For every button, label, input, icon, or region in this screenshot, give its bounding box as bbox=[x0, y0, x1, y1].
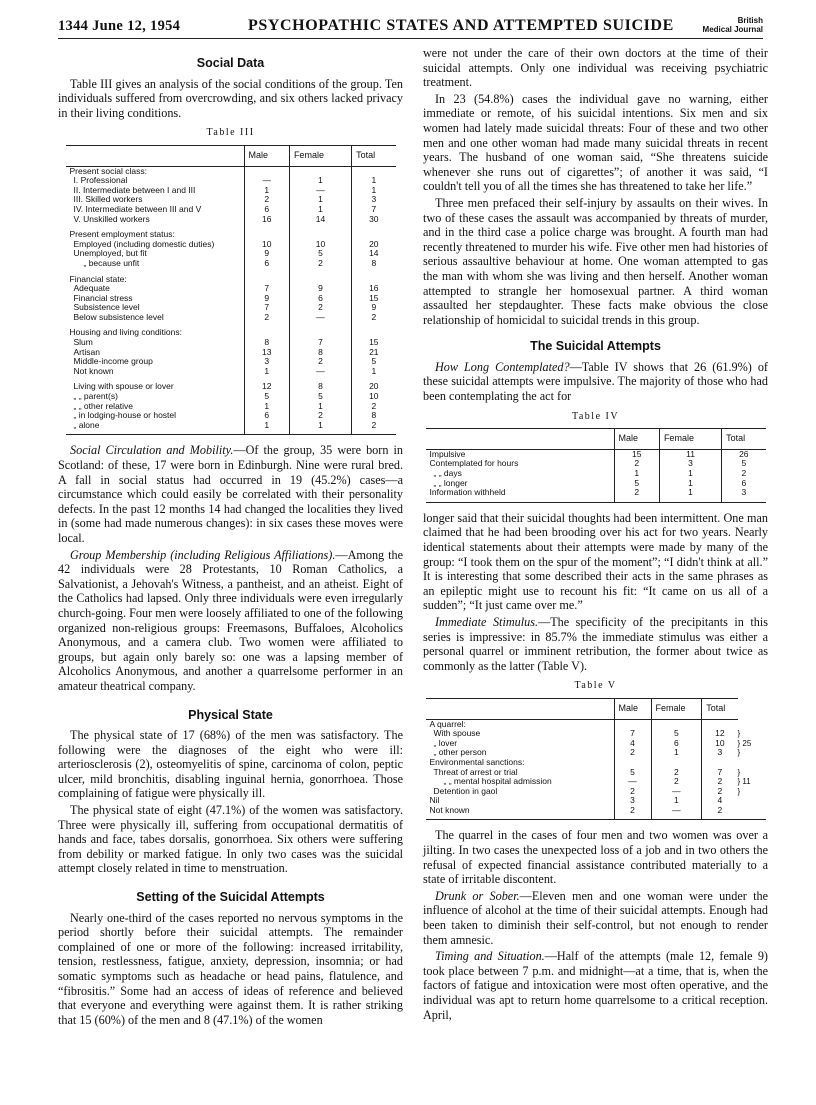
table3-cell-male: 1 bbox=[244, 186, 289, 196]
table3-cell-total: 5 bbox=[352, 357, 396, 367]
longer-paragraph: longer said that their suicidal thoughts had been intermittent. One man claimed that he had been brooding over his act for two years. Nearly identical statements about their attempts were made by many of the group: “I took them on the spur of the moment”; “I didn't think at all.” It is interesting that some described their acts in the same phrases as an epileptic might use to recount his fit: “It came on us all of a sudden”; “It just came over me.” bbox=[423, 510, 768, 613]
drunk-paragraph bbox=[423, 889, 768, 947]
stimulus-title: Immediate Stimulus. bbox=[435, 614, 538, 629]
timing-title: Timing and Situation. bbox=[435, 949, 545, 964]
table3-cell-male: 5 bbox=[244, 392, 289, 402]
physical-state-heading: Physical State bbox=[188, 707, 273, 722]
table3-cell-female: 2 bbox=[289, 357, 351, 367]
table5-cell-female: 1 bbox=[651, 796, 702, 806]
table3-cell-female: 5 bbox=[289, 392, 351, 402]
table3-row bbox=[66, 259, 396, 269]
table3-cell-male: 16 bbox=[244, 215, 289, 225]
group-membership-paragraph bbox=[58, 548, 403, 694]
left-column bbox=[58, 46, 403, 1029]
table3-cell-label: „ in lodging-house or hostel bbox=[73, 410, 177, 421]
table3-header-total: Total bbox=[352, 145, 396, 166]
journal-line-2: Medical Journal bbox=[702, 25, 763, 34]
table5-cell-total: 10 bbox=[702, 739, 738, 749]
table5-cell-male: 3 bbox=[614, 796, 651, 806]
table3-cell-total: 8 bbox=[352, 411, 396, 421]
table3-cell-total: 15 bbox=[352, 294, 396, 304]
table4-cell-label: Impulsive bbox=[429, 448, 466, 459]
table5-cell-brace bbox=[738, 796, 766, 806]
table3-cell-total: 20 bbox=[352, 240, 396, 250]
social-data-paragraph: Table III gives an analysis of the social conditions of the group. Ten individuals suffered from overcrowding, and six others lacked privacy in their living conditions. bbox=[58, 76, 403, 120]
table4-cell-total: 2 bbox=[722, 469, 766, 479]
table4-header-row bbox=[426, 429, 766, 450]
group-membership-text: —Among the 42 individuals were 28 Protestants, 10 Roman Catholics, a Salvationist, a Jehovah's Witness, a pantheist, and an atheist. Eight of the Catholics had lapsed. Only three individuals were even irregularly church-going. Four men were loosely affiliated to one of the following organized non-religious groups: Freemasons, Buffaloes, Alcoholics Anonymous, and a camera club. Two women were affiliated to groups, but again only barely so: one was a lapsing member of Alcoholics Anonymous, and another a quarrelsome performer in an amateur theatrical company. bbox=[58, 547, 403, 693]
table4-cell-male: 2 bbox=[614, 488, 659, 502]
table5-cell-brace bbox=[738, 777, 766, 787]
table4-header-female: Female bbox=[659, 429, 721, 450]
table3-row bbox=[66, 411, 396, 421]
table5-cell-brace bbox=[738, 768, 766, 778]
table4-cell-total: 3 bbox=[722, 488, 766, 502]
table3-cell-female: 8 bbox=[289, 382, 351, 392]
table5-cell-total: 2 bbox=[702, 787, 738, 797]
table5-header-female: Female bbox=[651, 698, 702, 719]
table3-cell-total: 2 bbox=[352, 421, 396, 435]
table3-cell-label: Financial state: bbox=[69, 273, 127, 284]
table3-cell-female: 2 bbox=[289, 303, 351, 313]
table3-cell-label: IV. Intermediate between III and V bbox=[73, 203, 202, 214]
table5-cell-brace bbox=[738, 729, 766, 739]
table5-cell-male: 4 bbox=[614, 739, 651, 749]
right-column bbox=[423, 46, 768, 1024]
table3-cell-male: 6 bbox=[244, 259, 289, 269]
table4-header-male: Male bbox=[614, 429, 659, 450]
table3-cell-female: 2 bbox=[289, 259, 351, 269]
table3-cell-label: Subsistence level bbox=[73, 302, 140, 313]
table5-brace-group: } 25 bbox=[737, 738, 752, 748]
table3-cell-label: Slum bbox=[73, 337, 93, 348]
table3-cell-label: „ alone bbox=[66, 421, 245, 435]
table4-cell-female: 1 bbox=[659, 469, 721, 479]
table3-header-female: Female bbox=[289, 145, 351, 166]
table5-cell-label: „ lover bbox=[433, 737, 458, 748]
table3-cell-female: 1 bbox=[289, 421, 351, 435]
table3-cell-male: 8 bbox=[244, 338, 289, 348]
table3-cell-total: 21 bbox=[352, 348, 396, 358]
table3-cell-male: 13 bbox=[244, 348, 289, 358]
table3-cell-male: 2 bbox=[244, 195, 289, 205]
table5 bbox=[426, 698, 766, 821]
table5-brace-group: } bbox=[737, 786, 741, 796]
page-number-date: 1344 June 12, 1954 bbox=[58, 18, 181, 34]
table3-cell-total: 1 bbox=[352, 186, 396, 196]
table4-cell-label: „ „ longer bbox=[433, 477, 468, 488]
table3-row bbox=[66, 338, 396, 348]
table3-row bbox=[66, 215, 396, 225]
table3-cell-male: 1 bbox=[244, 421, 289, 435]
table4-cell-female: 11 bbox=[659, 449, 721, 459]
table3-cell-total: 7 bbox=[352, 205, 396, 215]
table5-cell-label: Nil bbox=[429, 795, 440, 806]
suicidal-attempts-heading: The Suicidal Attempts bbox=[530, 339, 661, 354]
setting-paragraph: Nearly one-third of the cases reported no nervous symptoms in the period shortly before their suicidal attempts. The remainder complained of one or more of the following: increased irritability, tension, restlessness, fatigue, anxiety, depression, insomnia; or had somatic symptoms such as headache or head pains, flatulence, and “fibrositis.” Some had an access of ideas of reference and believed that everyone and everything were against them. It is rather striking that 15 (60%) of the men and 8 (47.1%) of the women bbox=[58, 910, 403, 1027]
table3-cell-label: Middle-income group bbox=[73, 356, 153, 367]
table5-cell-brace bbox=[738, 719, 766, 729]
table4 bbox=[426, 428, 766, 503]
table3-cell-total: 1 bbox=[352, 176, 396, 186]
table3-row bbox=[66, 357, 396, 367]
table3-cell-male: 9 bbox=[244, 294, 289, 304]
table3-row bbox=[66, 367, 396, 377]
how-long-title: How Long Contemplated? bbox=[435, 359, 570, 374]
table3-cell-total: 15 bbox=[352, 338, 396, 348]
running-title: PSYCHOPATHIC STATES AND ATTEMPTED SUICIDE bbox=[248, 17, 674, 34]
physical-state-paragraph-2: The physical state of eight (47.1%) of the women was satisfactory. Three were physically ill, suffering from occupational dermatitis of hands and face, tabes dorsalis, gonorrhoea. Six others were suffering from debility or marked fatigue. In only two cases was the suicidal attempt closely related in time to menstruation. bbox=[58, 803, 403, 876]
timing-text: —Half of the attempts (male 12, female 9) took place between 7 p.m. and midnight—at a time, that is, when the factors of fatigue and intoxication were most often operative, and the individual was apt to return home quarrelsome to a critical reception. April, bbox=[423, 949, 768, 1022]
table5-cell-brace bbox=[738, 806, 766, 820]
table4-cell-label: Contemplated for hours bbox=[429, 458, 519, 469]
table3-cell-label: III. Skilled workers bbox=[73, 194, 143, 205]
social-data-heading: Social Data bbox=[196, 56, 265, 70]
table4-cell-label: „ „ days bbox=[433, 468, 462, 479]
table3-cell-label: Present social class: bbox=[69, 165, 147, 176]
table4-cell-female: 3 bbox=[659, 459, 721, 469]
page-header bbox=[58, 16, 763, 39]
table3-cell-total: 8 bbox=[352, 259, 396, 269]
table4-cell-label: Information withheld bbox=[426, 488, 615, 502]
table4-row bbox=[426, 469, 766, 479]
table3-cell-label: I. Professional bbox=[73, 175, 128, 186]
table3-cell-female: — bbox=[289, 367, 351, 377]
table5-cell-label: Threat of arrest or trial bbox=[433, 766, 518, 777]
table3-cell-female: 5 bbox=[289, 249, 351, 259]
circulation-text: —Of the group, 35 were born in Scotland: of these, 17 were born in Edinburgh. Nine were rural bred. A fall in social status had occurred in 19 (45.2%) cases—a circumstance which could easily be correlated with their personality defects. In the past 12 months 14 had changed the localities they lived in (some had made numerous changes): in six cases these moves were local. bbox=[58, 443, 403, 545]
table5-cell-female: 1 bbox=[651, 748, 702, 758]
stimulus-paragraph bbox=[423, 615, 768, 673]
table5-row bbox=[426, 796, 766, 806]
table3-cell-total: 16 bbox=[352, 284, 396, 294]
table4-cell-total: 6 bbox=[722, 479, 766, 489]
table3-cell-label: V. Unskilled workers bbox=[73, 213, 150, 224]
physical-state-paragraph-1: The physical state of 17 (68%) of the men was satisfactory. The following were the diagnoses of the eight who were ill: arteriosclerosis (2), osteomyelitis of spine, carcinoma of colon, peptic ulcer, mild bronchitis, disabling inguinal hernia, gonorrhoea. Those complaining of fatigue were physically ill. bbox=[58, 728, 403, 801]
table5-cell-total: 12 bbox=[702, 729, 738, 739]
table3-cell-total: 9 bbox=[352, 303, 396, 313]
table5-cell-brace bbox=[738, 748, 766, 758]
table3-cell-label: Present employment status: bbox=[69, 229, 175, 240]
table5-brace-group: } bbox=[737, 767, 741, 777]
table3-cell-total: 2 bbox=[352, 313, 396, 323]
table5-cell-brace bbox=[738, 739, 766, 749]
table5-cell-female: 2 bbox=[651, 777, 702, 787]
table3-cell-female: 9 bbox=[289, 284, 351, 294]
table3-cell-total: 20 bbox=[352, 382, 396, 392]
table5-cell-label: Environmental sanctions: bbox=[429, 756, 525, 767]
table3-cell-female: 1 bbox=[289, 195, 351, 205]
table3-cell-female: 1 bbox=[289, 205, 351, 215]
warning-paragraph: In 23 (54.8%) cases the individual gave no warning, either immediate or remote, of his suicidal intentions. Six men and six women had lately made suicidal threats: Four of these and two other men and one other woman had made many suicidal threats in recent years. The husband of one woman said, “She threatens suicide whenever she runs out of cigarettes”; of another it was said, “I couldn't tell you of all the times she has threatened to take her life.” bbox=[423, 91, 768, 194]
journal-name bbox=[703, 16, 763, 34]
table5-cell-male: 2 bbox=[614, 787, 651, 797]
table3-cell-label: Housing and living conditions: bbox=[69, 327, 182, 338]
drunk-text: —Eleven men and one woman were under the influence of alcohol at the time of their suicidal attempts. Enough had been taken to diminish their self-control, but not enough to render them amnesic. bbox=[423, 888, 769, 947]
table3-cell-label: Below subsistence level bbox=[73, 311, 164, 322]
table3-cell-label: II. Intermediate between I and III bbox=[73, 184, 196, 195]
table3-cell-total: 10 bbox=[352, 392, 396, 402]
table3-cell-female: 14 bbox=[289, 215, 351, 225]
table3-cell-female: 10 bbox=[289, 240, 351, 250]
table5-brace-group: } bbox=[737, 729, 741, 739]
table3-cell-label: Financial stress bbox=[73, 292, 133, 303]
table5-cell-label: „ „ mental hospital admission bbox=[443, 776, 552, 787]
table3-cell-total: 1 bbox=[352, 367, 396, 377]
table5-brace-group: } 11 bbox=[737, 777, 751, 787]
table4-cell-male: 15 bbox=[614, 449, 659, 459]
table5-cell-total: 4 bbox=[702, 796, 738, 806]
table3-cell-male: 3 bbox=[244, 357, 289, 367]
table3-cell-female: 2 bbox=[289, 411, 351, 421]
drunk-title: Drunk or Sober. bbox=[435, 888, 520, 903]
table5-cell-male: 5 bbox=[614, 768, 651, 778]
table4-cell-female: 1 bbox=[659, 479, 721, 489]
table3-cell-male: 7 bbox=[244, 303, 289, 313]
table3-header-male: Male bbox=[244, 145, 289, 166]
table3-cell-male: — bbox=[244, 176, 289, 186]
table4-cell-total: 26 bbox=[722, 449, 766, 459]
table3-cell-label: „ „ other relative bbox=[73, 400, 134, 411]
table3-cell-male: 1 bbox=[244, 402, 289, 412]
table5-cell-label: With spouse bbox=[433, 728, 481, 739]
table3-cell-male: 7 bbox=[244, 284, 289, 294]
table4-cell-female: 1 bbox=[659, 488, 721, 502]
table5-cell-male: 2 bbox=[614, 748, 651, 758]
journal-line-1: British bbox=[737, 16, 763, 25]
table4-cell-male: 5 bbox=[614, 479, 659, 489]
table3-row bbox=[66, 313, 396, 323]
circulation-paragraph bbox=[58, 443, 403, 545]
table3-cell-label: Living with spouse or lover bbox=[73, 381, 174, 392]
table3 bbox=[66, 145, 396, 435]
table4-header-total: Total bbox=[722, 429, 766, 450]
assault-paragraph: Three men prefaced their self-injury by assaults on their wives. In two of these cases the assault was accompanied by threats of murder, and in the third case a police charge was brought. A fourth man had recently threatened to murder his wife. Five other men had histories of serious assaultive behaviour at home. One woman attempted to gas the man with whom she was living and then herself. Another woman attempted to strangle her homosexual partner. A third woman assaulted her stepdaughter. These facts make obvious the close relationship of homicidal to suicidal trends in this group. bbox=[423, 195, 768, 327]
table3-cell-total: 14 bbox=[352, 249, 396, 259]
quarrel-paragraph: The quarrel in the cases of four men and two women was over a jilting. In two cases the unexpected loss of a job and in two others the refusal of expected financial assistance contributed materially to a state of irritable discontent. bbox=[423, 828, 768, 887]
table5-cell-brace bbox=[738, 758, 766, 768]
table5-row bbox=[426, 787, 766, 797]
table3-cell-female: 1 bbox=[289, 402, 351, 412]
table5-cell-total: 2 bbox=[702, 777, 738, 787]
table3-cell-male: 12 bbox=[244, 382, 289, 392]
how-long-paragraph bbox=[423, 360, 768, 404]
table3-cell-label: „ because unfit bbox=[83, 257, 140, 268]
table3-cell-label: „ „ parent(s) bbox=[73, 391, 118, 402]
table3-cell-male: 2 bbox=[244, 313, 289, 323]
table5-cell-total: 3 bbox=[702, 748, 738, 758]
table3-cell-label: Unemployed, but fit bbox=[73, 248, 147, 259]
table4-cell-male: 2 bbox=[614, 459, 659, 469]
care-paragraph: were not under the care of their own doctors at the time of their suicidal attempts. Only one individual was receiving psychiatric treatment. bbox=[423, 46, 768, 90]
table4-row bbox=[426, 459, 766, 469]
table5-cell-label: A quarrel: bbox=[429, 718, 466, 729]
table5-header-total: Total bbox=[702, 698, 738, 719]
table4-cell-male: 1 bbox=[614, 469, 659, 479]
table5-cell-male: 7 bbox=[614, 729, 651, 739]
table5-cell-label: „ other person bbox=[433, 747, 487, 758]
table3-cell-male: 1 bbox=[244, 367, 289, 377]
table3-cell-total: 30 bbox=[352, 215, 396, 225]
table4-header-label bbox=[426, 429, 615, 450]
table5-header-male: Male bbox=[614, 698, 651, 719]
table3-cell-female: 8 bbox=[289, 348, 351, 358]
how-long-text: —Table IV shows that 26 (61.9%) of these suicidal attempts were impulsive. The majority of those who had been contemplating the act for bbox=[423, 359, 768, 404]
table5-cell-female: 2 bbox=[651, 768, 702, 778]
table5-header-label bbox=[426, 698, 615, 719]
setting-heading: Setting of the Suicidal Attempts bbox=[136, 890, 325, 905]
table4-cell-total: 5 bbox=[722, 459, 766, 469]
table5-cell-female: — bbox=[651, 787, 702, 797]
table3-cell-female: — bbox=[289, 313, 351, 323]
table5-header-row bbox=[426, 698, 766, 719]
timing-paragraph bbox=[423, 949, 768, 1022]
table3-row bbox=[66, 421, 396, 435]
table5-cell-label: Not known bbox=[426, 806, 615, 820]
table3-cell-label: Artisan bbox=[73, 346, 100, 357]
group-membership-title: Group Membership (including Religious Affiliations). bbox=[70, 547, 336, 562]
table3-cell-male: 9 bbox=[244, 249, 289, 259]
table3-cell-female: 6 bbox=[289, 294, 351, 304]
table3-cell-female: 7 bbox=[289, 338, 351, 348]
table5-row bbox=[426, 806, 766, 820]
table3-cell-male: 10 bbox=[244, 240, 289, 250]
stimulus-text: —The specificity of the precipitants in this series is impressive: in 85.7% the immediate stimulus was either a personal quarrel or imminent retribution, the former about twice as commonly as the latter (Table V). bbox=[423, 614, 768, 673]
table4-row bbox=[426, 488, 766, 502]
table5-cell-male: — bbox=[614, 777, 651, 787]
table5-cell-total: 2 bbox=[702, 806, 738, 820]
table3-cell-total: 2 bbox=[352, 402, 396, 412]
table5-cell-total: 7 bbox=[702, 768, 738, 778]
table3-header-label bbox=[66, 145, 245, 166]
table3-cell-label: Adequate bbox=[73, 283, 110, 294]
table5-caption: Table V bbox=[574, 680, 617, 692]
table3-caption: Table III bbox=[206, 127, 255, 139]
table4-caption: Table IV bbox=[571, 410, 620, 422]
table5-brace-group: } bbox=[737, 748, 741, 758]
table5-cell-female: 6 bbox=[651, 739, 702, 749]
table3-cell-male: 6 bbox=[244, 205, 289, 215]
circulation-title: Social Circulation and Mobility. bbox=[70, 443, 234, 458]
table3-row bbox=[66, 275, 396, 285]
table5-cell-female: 5 bbox=[651, 729, 702, 739]
table3-header-row bbox=[66, 145, 396, 166]
table3-cell-male: 6 bbox=[244, 411, 289, 421]
table5-cell-brace bbox=[738, 787, 766, 797]
table3-row bbox=[66, 328, 396, 338]
table3-cell-label: Employed (including domestic duties) bbox=[73, 238, 215, 249]
table5-cell-male: 2 bbox=[614, 806, 651, 820]
table3-cell-female: — bbox=[289, 186, 351, 196]
table5-cell-female: — bbox=[651, 806, 702, 820]
table3-cell-female: 1 bbox=[289, 176, 351, 186]
table3-cell-total: 3 bbox=[352, 195, 396, 205]
table5-cell-label: Detention in gaol bbox=[433, 785, 498, 796]
table3-cell-label: Not known bbox=[73, 365, 114, 376]
